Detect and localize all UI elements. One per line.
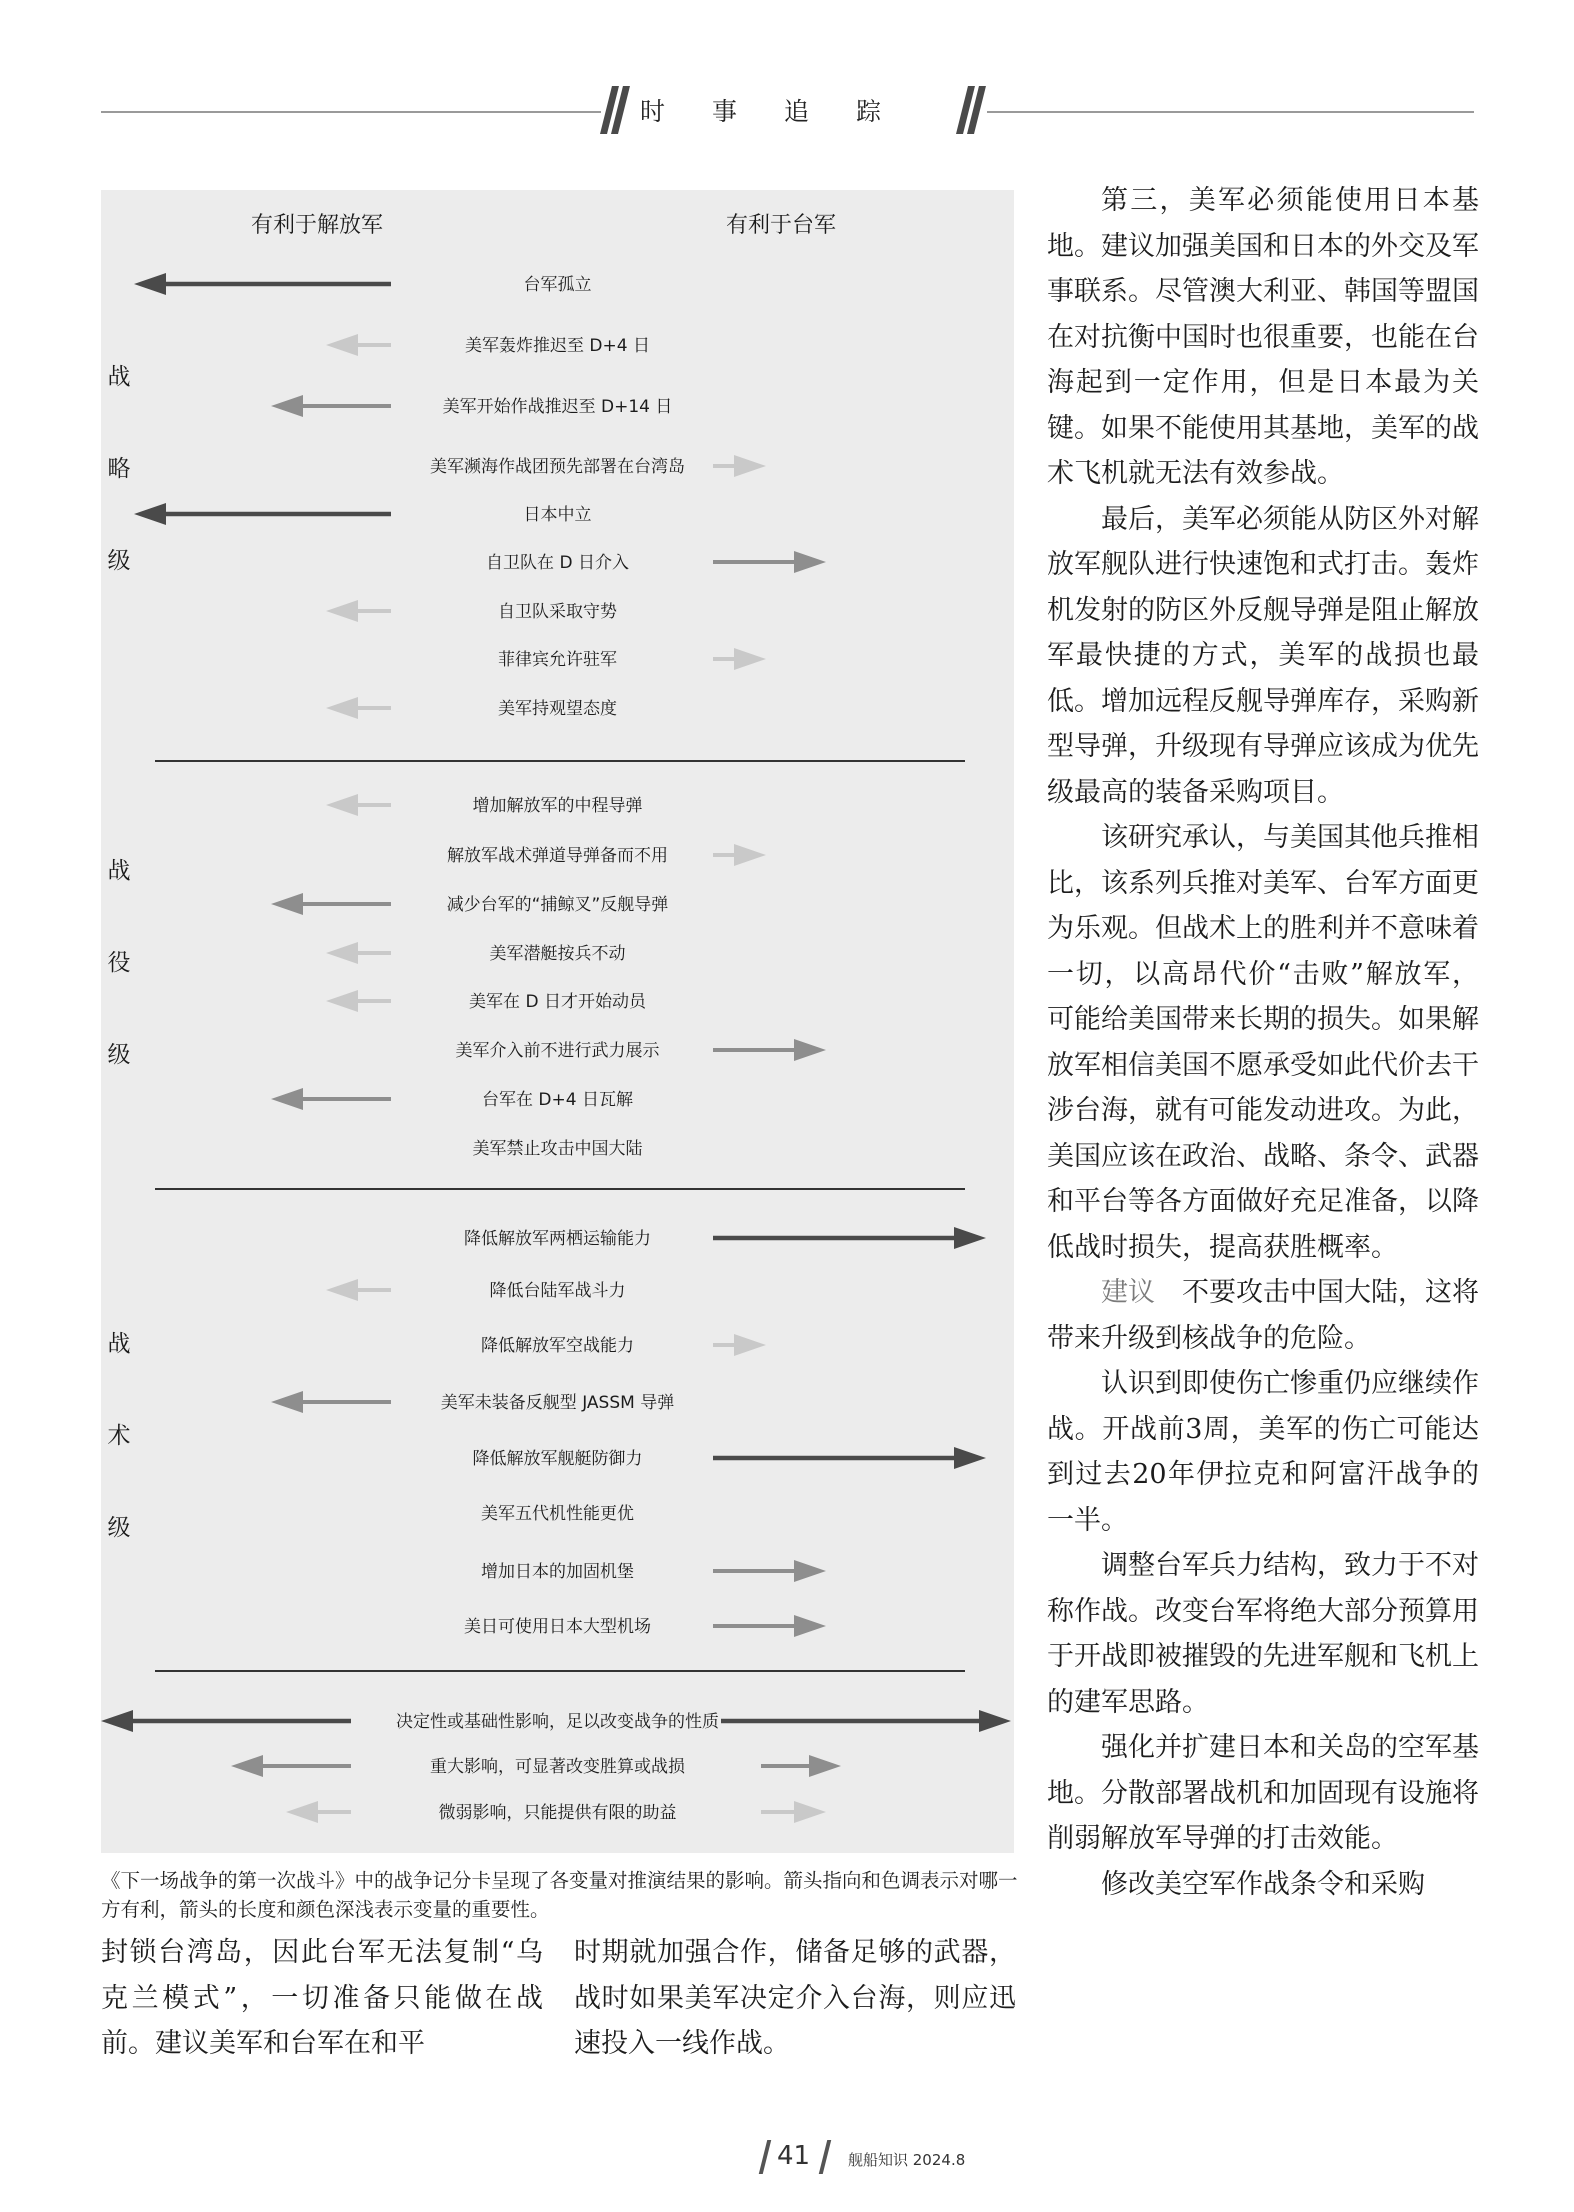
- suggestion-paragraph: [1047, 1270, 1479, 1361]
- legend-row: [101, 1701, 1014, 1741]
- scorecard-row: [101, 785, 1014, 825]
- page-number: 41: [777, 2141, 811, 2171]
- body-mid-column: [574, 1930, 1016, 2067]
- scorecard-row: [101, 1325, 1014, 1365]
- body-left-column: [101, 1930, 543, 2067]
- footer-slash: [759, 2140, 771, 2174]
- scorecard-row-label: 增加解放军的中程导弹: [472, 796, 643, 816]
- scorecard-row: [101, 1128, 1014, 1168]
- scorecard-row-label: 美军轰炸推迟至 D+4 日: [465, 336, 650, 356]
- scorecard-row: [101, 981, 1014, 1021]
- scorecard-row-label: 日本中立: [523, 505, 592, 525]
- scorecard-row: [101, 1382, 1014, 1422]
- legend-label: 微弱影响，只能提供有限的助益: [438, 1803, 677, 1823]
- paragraph: 认识到即使伤亡惨重仍应继续作战。开战前3周，美军的伤亡可能达到过去20年伊拉克和阿富汗战争的一半。: [1047, 1368, 1479, 1536]
- suggestion-text: 不要攻击中国大陆，这将带来升级到核战争的危险。: [1047, 1277, 1479, 1354]
- body-right-column: [1047, 178, 1479, 1907]
- paragraph: 修改美空军作战条令和采购: [1101, 1868, 1425, 1900]
- suggestion-label: 建议: [1101, 1277, 1155, 1308]
- scorecard-row-label: 降低解放军两栖运输能力: [464, 1229, 651, 1249]
- publication-info: 舰船知识 2024.8: [848, 2151, 966, 2169]
- footer-slash: [819, 2140, 831, 2174]
- level-tactical: 战 术 级: [107, 1331, 131, 1541]
- scorecard-row: [101, 386, 1014, 426]
- scorecard-row-label: 台军在 D+4 日瓦解: [482, 1090, 633, 1110]
- legend-row: [101, 1746, 1014, 1786]
- scorecard-row: [101, 835, 1014, 875]
- scorecard-row: [101, 494, 1014, 534]
- scorecard-row-label: 美军濒海作战团预先部署在台湾岛: [430, 457, 685, 477]
- legend-row: [101, 1792, 1014, 1832]
- level-strategic: 战 略 级: [107, 364, 131, 574]
- scorecard-row: [101, 1079, 1014, 1119]
- scorecard-row: [101, 1493, 1014, 1533]
- divider-operational-tactical: [155, 1188, 965, 1190]
- scorecard-row: [101, 639, 1014, 679]
- scorecard-row: [101, 264, 1014, 304]
- scorecard-row: [101, 1606, 1014, 1646]
- scorecard-row: [101, 542, 1014, 582]
- scorecard-row-label: 解放军战术弹道导弹备而不用: [447, 846, 668, 866]
- scorecard-row: [101, 591, 1014, 631]
- scorecard-row-label: 美军在 D 日才开始动员: [469, 992, 646, 1012]
- body-mid-text: 时期就加强合作，储备足够的武器，战时如果美军决定介入台海，则应迅速投入一线作战。: [574, 1937, 1016, 2059]
- col-head-left: 有利于解放军: [251, 213, 384, 238]
- scorecard-row: [101, 884, 1014, 924]
- scorecard-row-label: 菲律宾允许驻军: [498, 650, 617, 670]
- scorecard-row-label: 增加日本的加固机堡: [481, 1562, 634, 1582]
- paragraph: 第三，美军必须能使用日本基地。建议加强美国和日本的外交及军事联系。尽管澳大利亚、韩国等盟国在对抗衡中国时也很重要，也能在台海起到一定作用，但是日本最为关键。如果不能使用其基地，美军的战术飞机就无法有效参战。: [1047, 185, 1479, 489]
- scorecard-row-label: 减少台军的“捕鲸叉”反舰导弹: [446, 895, 669, 915]
- scorecard-row: [101, 1270, 1014, 1310]
- scorecard-row-label: 美军五代机性能更优: [481, 1504, 634, 1524]
- scorecard-row: [101, 688, 1014, 728]
- legend-label: 决定性或基础性影响，足以改变战争的性质: [396, 1712, 719, 1732]
- divider-tactical-legend: [155, 1670, 965, 1672]
- scorecard-row-label: 降低台陆军战斗力: [489, 1281, 626, 1301]
- scorecard-row-label: 降低解放军空战能力: [481, 1336, 634, 1356]
- scorecard-row-label: 美军持观望态度: [498, 699, 617, 719]
- paragraph: 最后，美军必须能从防区外对解放军舰队进行快速饱和式打击。轰炸机发射的防区外反舰导弹是阻止解放军最快捷的方式，美军的战损也最低。增加远程反舰导弹库存，采购新型导弹，升级现有导弹应该成为优先级最高的装备采购项目。: [1047, 503, 1479, 808]
- scorecard-row-label: 台军孤立: [523, 275, 592, 295]
- scorecard-row-label: 美军未装备反舰型 JASSM 导弹: [440, 1393, 675, 1413]
- body-left-text: 封锁台湾岛，因此台军无法复制“乌克兰模式”，一切准备只能做在战前。建议美军和台军在和平: [101, 1937, 543, 2059]
- header-rule-right: [987, 111, 1474, 113]
- legend-label: 重大影响，可显著改变胜算或战损: [430, 1757, 685, 1777]
- level-operational: 战 役 级: [107, 858, 131, 1068]
- scorecard-row: [101, 446, 1014, 486]
- scorecard-row-label: 美军禁止攻击中国大陆: [472, 1139, 643, 1159]
- scorecard-row: [101, 1551, 1014, 1591]
- scorecard-row-label: 降低解放军舰艇防御力: [472, 1449, 643, 1469]
- scorecard-row: [101, 933, 1014, 973]
- scorecard-row: [101, 1218, 1014, 1258]
- scorecard-row: [101, 1030, 1014, 1070]
- section-title: 时事追踪: [640, 97, 929, 126]
- scorecard-row-label: 美军潜艇按兵不动: [489, 944, 626, 964]
- paragraph: 强化并扩建日本和关岛的空军基地。分散部署战机和加固现有设施将削弱解放军导弹的打击效能。: [1047, 1732, 1479, 1854]
- paragraph: 调整台军兵力结构，致力于不对称作战。改变台军将绝大部分预算用于开战即被摧毁的先进军舰和飞机上的建军思路。: [1047, 1550, 1479, 1718]
- scorecard-row-label: 美军开始作战推迟至 D+14 日: [442, 397, 673, 417]
- figure-caption: 《下一场战争的第一次战斗》中的战争记分卡呈现了各变量对推演结果的影响。箭头指向和色调表示对哪一方有利，箭头的长度和颜色深浅表示变量的重要性。: [101, 1869, 1018, 1921]
- header-rule-left: [101, 111, 601, 113]
- scorecard-figure: [101, 190, 1014, 1853]
- scorecard-row-label: 美军介入前不进行武力展示: [455, 1041, 660, 1061]
- paragraph: 该研究承认，与美国其他兵推相比，该系列兵推对美军、台军方面更为乐观。但战术上的胜利并不意味着一切，以高昂代价“击败”解放军，可能给美国带来长期的损失。如果解放军相信美国不愿承受如此代价去干涉台海，就有可能发动进攻。为此，美国应该在政治、战略、条令、武器和平台等各方面做好充足准备，以降低战时损失，提高获胜概率。: [1047, 822, 1479, 1263]
- divider-strategic-operational: [155, 760, 965, 762]
- scorecard-row: [101, 1438, 1014, 1478]
- scorecard-row-label: 自卫队在 D 日介入: [486, 553, 629, 573]
- col-head-right: 有利于台军: [726, 213, 837, 238]
- scorecard-row-label: 美日可使用日本大型机场: [464, 1617, 651, 1637]
- scorecard-row: [101, 325, 1014, 365]
- scorecard-row-label: 自卫队采取守势: [498, 602, 617, 622]
